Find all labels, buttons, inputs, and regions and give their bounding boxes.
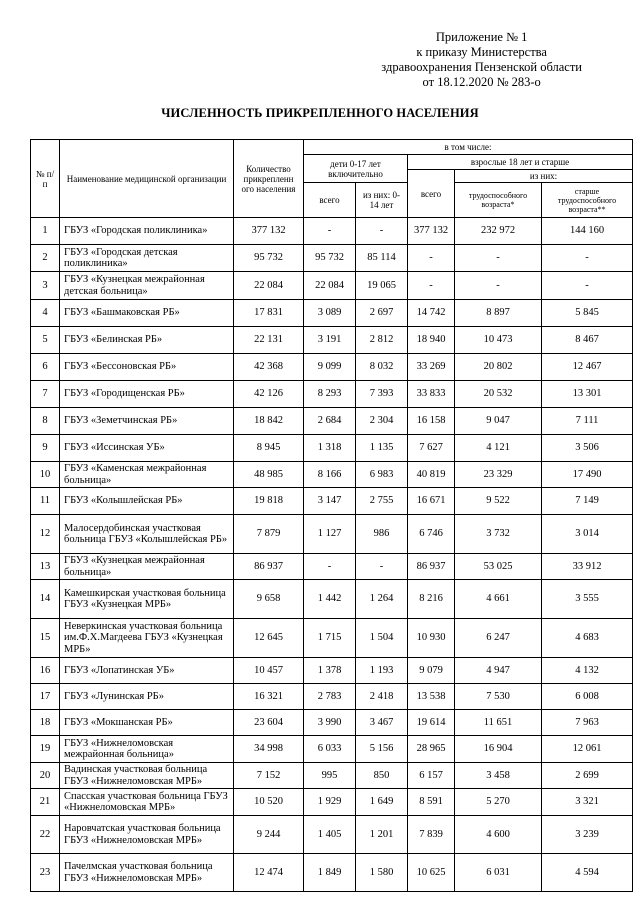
adults-working-age-cell: 4 947 — [455, 658, 542, 684]
children-total-cell: 1 849 — [304, 854, 356, 892]
adults-over-working-age-cell: - — [542, 272, 633, 300]
children-total-cell: - — [304, 554, 356, 580]
row-number-cell: 22 — [31, 816, 60, 854]
children-total-cell: 8 166 — [304, 462, 356, 488]
adults-working-age-cell: 16 904 — [455, 736, 542, 763]
children-0-14-cell: 1 504 — [356, 619, 408, 658]
children-0-14-cell: 3 467 — [356, 710, 408, 736]
adults-over-working-age-cell: 17 490 — [542, 462, 633, 488]
org-name-cell: ГБУЗ «Белинская РБ» — [60, 327, 234, 354]
adults-over-working-age-cell: 7 963 — [542, 710, 633, 736]
children-0-14-cell: 5 156 — [356, 736, 408, 763]
row-number-cell: 17 — [31, 684, 60, 710]
children-total-cell: 1 715 — [304, 619, 356, 658]
adults-over-working-age-cell: 3 014 — [542, 515, 633, 554]
header-children-0-14: из них: 0-14 лет — [356, 183, 408, 218]
row-number-cell: 16 — [31, 658, 60, 684]
adults-working-age-cell: 232 972 — [455, 218, 542, 245]
header-children-all: всего — [304, 183, 356, 218]
adults-total-cell: 16 158 — [408, 408, 455, 435]
org-name-cell: ГБУЗ «Кузнецкая межрайонная детская больница» — [60, 272, 234, 300]
row-number-cell: 4 — [31, 300, 60, 327]
adults-working-age-cell: 3 458 — [455, 763, 542, 789]
table-row — [31, 435, 633, 462]
adults-over-working-age-cell: 7 149 — [542, 488, 633, 515]
adults-working-age-cell: 6 247 — [455, 619, 542, 658]
total-population-cell: 12 474 — [234, 854, 304, 892]
adults-over-working-age-cell: 4 683 — [542, 619, 633, 658]
children-0-14-cell: 6 983 — [356, 462, 408, 488]
children-total-cell: 9 099 — [304, 354, 356, 381]
total-population-cell: 9 658 — [234, 580, 304, 619]
table-row — [31, 272, 633, 300]
table-row — [31, 515, 633, 554]
children-0-14-cell: 1 135 — [356, 435, 408, 462]
header-children-group: дети 0-17 лет включительно — [304, 155, 408, 183]
total-population-cell: 19 818 — [234, 488, 304, 515]
org-name-cell: Вадинская участковая больница ГБУЗ «Нижнеломовская МРБ» — [60, 763, 234, 789]
total-population-cell: 10 457 — [234, 658, 304, 684]
adults-working-age-cell: 5 270 — [455, 789, 542, 816]
total-population-cell: 377 132 — [234, 218, 304, 245]
children-total-cell: 1 929 — [304, 789, 356, 816]
children-0-14-cell: - — [356, 218, 408, 245]
org-name-cell: Камешкирская участковая больница ГБУЗ «Кузнецкая МРБ» — [60, 580, 234, 619]
children-total-cell: 95 732 — [304, 245, 356, 272]
table-row — [31, 854, 633, 892]
row-number-cell: 9 — [31, 435, 60, 462]
table-row — [31, 619, 633, 658]
adults-total-cell: 10 930 — [408, 619, 455, 658]
table-row — [31, 218, 633, 245]
org-name-cell: ГБУЗ «Городская детская поликлиника» — [60, 245, 234, 272]
children-total-cell: 995 — [304, 763, 356, 789]
adults-total-cell: 18 940 — [408, 327, 455, 354]
adults-working-age-cell: 8 897 — [455, 300, 542, 327]
adults-working-age-cell: - — [455, 272, 542, 300]
adults-total-cell: 7 627 — [408, 435, 455, 462]
total-population-cell: 42 368 — [234, 354, 304, 381]
appendix-line-1: Приложение № 1 — [435, 30, 528, 44]
children-total-cell: - — [304, 218, 356, 245]
header-num: № п/п — [31, 140, 60, 218]
table-row — [31, 684, 633, 710]
children-0-14-cell: 8 032 — [356, 354, 408, 381]
adults-working-age-cell: 11 651 — [455, 710, 542, 736]
org-name-cell: ГБУЗ «Городская поликлиника» — [60, 218, 234, 245]
adults-total-cell: 8 591 — [408, 789, 455, 816]
total-population-cell: 7 152 — [234, 763, 304, 789]
adults-working-age-cell: 23 329 — [455, 462, 542, 488]
adults-total-cell: 7 839 — [408, 816, 455, 854]
row-number-cell: 2 — [31, 245, 60, 272]
total-population-cell: 42 126 — [234, 381, 304, 408]
adults-over-working-age-cell: 2 699 — [542, 763, 633, 789]
row-number-cell: 19 — [31, 736, 60, 763]
row-number-cell: 6 — [31, 354, 60, 381]
children-0-14-cell: 2 304 — [356, 408, 408, 435]
adults-over-working-age-cell: 4 594 — [542, 854, 633, 892]
children-total-cell: 1 442 — [304, 580, 356, 619]
appendix-line-4: от 18.12.2020 № 283-о — [422, 75, 541, 89]
children-total-cell: 3 089 — [304, 300, 356, 327]
row-number-cell: 10 — [31, 462, 60, 488]
children-total-cell: 22 084 — [304, 272, 356, 300]
adults-total-cell: 8 216 — [408, 580, 455, 619]
adults-total-cell: 19 614 — [408, 710, 455, 736]
adults-total-cell: - — [408, 245, 455, 272]
children-total-cell: 3 147 — [304, 488, 356, 515]
row-number-cell: 5 — [31, 327, 60, 354]
total-population-cell: 86 937 — [234, 554, 304, 580]
adults-over-working-age-cell: 5 845 — [542, 300, 633, 327]
org-name-cell: ГБУЗ «Нижнеломовская межрайонная больница» — [60, 736, 234, 763]
total-population-cell: 23 604 — [234, 710, 304, 736]
adults-working-age-cell: 3 732 — [455, 515, 542, 554]
adults-over-working-age-cell: 12 061 — [542, 736, 633, 763]
children-total-cell: 1 378 — [304, 658, 356, 684]
org-name-cell: Наровчатская участковая больница ГБУЗ «Нижнеломовская МРБ» — [60, 816, 234, 854]
adults-total-cell: 9 079 — [408, 658, 455, 684]
header-working-age: трудоспособного возраста* — [455, 183, 542, 218]
children-total-cell: 1 405 — [304, 816, 356, 854]
table-row — [31, 354, 633, 381]
row-number-cell: 13 — [31, 554, 60, 580]
header-over-working-age: старше трудоспособного возраста** — [542, 183, 633, 218]
table-row — [31, 763, 633, 789]
adults-over-working-age-cell: 144 160 — [542, 218, 633, 245]
row-number-cell: 21 — [31, 789, 60, 816]
adults-total-cell: 28 965 — [408, 736, 455, 763]
children-total-cell: 1 127 — [304, 515, 356, 554]
row-number-cell: 3 — [31, 272, 60, 300]
children-total-cell: 3 990 — [304, 710, 356, 736]
total-population-cell: 7 879 — [234, 515, 304, 554]
adults-total-cell: 40 819 — [408, 462, 455, 488]
row-number-cell: 7 — [31, 381, 60, 408]
adults-over-working-age-cell: - — [542, 245, 633, 272]
total-population-cell: 17 831 — [234, 300, 304, 327]
total-population-cell: 18 842 — [234, 408, 304, 435]
adults-working-age-cell: 20 802 — [455, 354, 542, 381]
children-0-14-cell: 986 — [356, 515, 408, 554]
org-name-cell: ГБУЗ «Мокшанская РБ» — [60, 710, 234, 736]
children-total-cell: 2 783 — [304, 684, 356, 710]
adults-working-age-cell: 53 025 — [455, 554, 542, 580]
table-row — [31, 327, 633, 354]
table-row — [31, 488, 633, 515]
header-adults-all: всего — [408, 170, 455, 218]
table-row — [31, 554, 633, 580]
adults-total-cell: 13 538 — [408, 684, 455, 710]
total-population-cell: 10 520 — [234, 789, 304, 816]
org-name-cell: ГБУЗ «Иссинская УБ» — [60, 435, 234, 462]
children-total-cell: 3 191 — [304, 327, 356, 354]
org-name-cell: ГБУЗ «Бессоновская РБ» — [60, 354, 234, 381]
org-name-cell: ГБУЗ «Земетчинская РБ» — [60, 408, 234, 435]
row-number-cell: 15 — [31, 619, 60, 658]
children-total-cell: 2 684 — [304, 408, 356, 435]
table-row — [31, 245, 633, 272]
children-total-cell: 1 318 — [304, 435, 356, 462]
children-0-14-cell: 7 393 — [356, 381, 408, 408]
appendix-block — [381, 30, 582, 90]
org-name-cell: Спасская участковая больница ГБУЗ «Нижнеломовская МРБ» — [60, 789, 234, 816]
row-number-cell: 23 — [31, 854, 60, 892]
row-number-cell: 14 — [31, 580, 60, 619]
children-0-14-cell: - — [356, 554, 408, 580]
org-name-cell: ГБУЗ «Башмаковская РБ» — [60, 300, 234, 327]
total-population-cell: 12 645 — [234, 619, 304, 658]
header-including: в том числе: — [304, 140, 633, 155]
children-0-14-cell: 1 580 — [356, 854, 408, 892]
adults-over-working-age-cell: 12 467 — [542, 354, 633, 381]
adults-total-cell: 14 742 — [408, 300, 455, 327]
children-0-14-cell: 2 697 — [356, 300, 408, 327]
header-adults-group: взрослые 18 лет и старше — [408, 155, 633, 170]
table-row — [31, 789, 633, 816]
total-population-cell: 22 131 — [234, 327, 304, 354]
total-population-cell: 8 945 — [234, 435, 304, 462]
adults-working-age-cell: 9 047 — [455, 408, 542, 435]
adults-total-cell: 377 132 — [408, 218, 455, 245]
adults-working-age-cell: 10 473 — [455, 327, 542, 354]
total-population-cell: 48 985 — [234, 462, 304, 488]
total-population-cell: 34 998 — [234, 736, 304, 763]
children-0-14-cell: 850 — [356, 763, 408, 789]
adults-over-working-age-cell: 7 111 — [542, 408, 633, 435]
adults-over-working-age-cell: 3 239 — [542, 816, 633, 854]
adults-working-age-cell: - — [455, 245, 542, 272]
adults-working-age-cell: 4 600 — [455, 816, 542, 854]
total-population-cell: 95 732 — [234, 245, 304, 272]
org-name-cell: Неверкинская участковая больница им.Ф.Х.Магдеева ГБУЗ «Кузнецкая МРБ» — [60, 619, 234, 658]
total-population-cell: 16 321 — [234, 684, 304, 710]
org-name-cell: ГБУЗ «Колышлейская РБ» — [60, 488, 234, 515]
adults-total-cell: 6 746 — [408, 515, 455, 554]
adults-over-working-age-cell: 13 301 — [542, 381, 633, 408]
row-number-cell: 11 — [31, 488, 60, 515]
total-population-cell: 22 084 — [234, 272, 304, 300]
table-row — [31, 300, 633, 327]
children-0-14-cell: 2 418 — [356, 684, 408, 710]
children-0-14-cell: 2 755 — [356, 488, 408, 515]
org-name-cell: ГБУЗ «Лунинская РБ» — [60, 684, 234, 710]
row-number-cell: 8 — [31, 408, 60, 435]
adults-over-working-age-cell: 33 912 — [542, 554, 633, 580]
children-0-14-cell: 85 114 — [356, 245, 408, 272]
document-title: ЧИСЛЕННОСТЬ ПРИКРЕПЛЕННОГО НАСЕЛЕНИЯ — [161, 106, 479, 120]
adults-over-working-age-cell: 4 132 — [542, 658, 633, 684]
row-number-cell: 1 — [31, 218, 60, 245]
adults-over-working-age-cell: 3 555 — [542, 580, 633, 619]
children-0-14-cell: 1 193 — [356, 658, 408, 684]
org-name-cell: ГБУЗ «Кузнецкая межрайонная больница» — [60, 554, 234, 580]
adults-over-working-age-cell: 6 008 — [542, 684, 633, 710]
row-number-cell: 18 — [31, 710, 60, 736]
adults-total-cell: 16 671 — [408, 488, 455, 515]
table-row — [31, 736, 633, 763]
org-name-cell: ГБУЗ «Городищенская РБ» — [60, 381, 234, 408]
header-total: Количество прикрепленн ого населения — [234, 140, 304, 218]
adults-total-cell: 6 157 — [408, 763, 455, 789]
adults-working-age-cell: 6 031 — [455, 854, 542, 892]
appendix-line-3: здравоохранения Пензенской области — [381, 60, 582, 74]
adults-working-age-cell: 4 661 — [455, 580, 542, 619]
children-0-14-cell: 19 065 — [356, 272, 408, 300]
org-name-cell: Пачелмская участковая больница ГБУЗ «Нижнеломовская МРБ» — [60, 854, 234, 892]
table-body — [31, 218, 633, 892]
adults-total-cell: 33 833 — [408, 381, 455, 408]
table-row — [31, 658, 633, 684]
children-0-14-cell: 2 812 — [356, 327, 408, 354]
row-number-cell: 12 — [31, 515, 60, 554]
adults-working-age-cell: 4 121 — [455, 435, 542, 462]
adults-total-cell: 86 937 — [408, 554, 455, 580]
table-row — [31, 816, 633, 854]
adults-total-cell: 10 625 — [408, 854, 455, 892]
adults-over-working-age-cell: 8 467 — [542, 327, 633, 354]
org-name-cell: ГБУЗ «Каменская межрайонная больница» — [60, 462, 234, 488]
children-0-14-cell: 1 201 — [356, 816, 408, 854]
table-header — [31, 140, 633, 218]
table-row — [31, 710, 633, 736]
table-row — [31, 580, 633, 619]
children-0-14-cell: 1 649 — [356, 789, 408, 816]
table-row — [31, 408, 633, 435]
adults-over-working-age-cell: 3 506 — [542, 435, 633, 462]
adults-working-age-cell: 9 522 — [455, 488, 542, 515]
row-number-cell: 20 — [31, 763, 60, 789]
appendix-line-2: к приказу Министерства — [416, 45, 547, 59]
total-population-cell: 9 244 — [234, 816, 304, 854]
header-of-which: из них: — [455, 170, 633, 183]
adults-working-age-cell: 7 530 — [455, 684, 542, 710]
org-name-cell: Малосердобинская участковая больница ГБУЗ «Колышлейская РБ» — [60, 515, 234, 554]
header-name: Наименование медицинской организации — [60, 140, 234, 218]
table-row — [31, 381, 633, 408]
children-0-14-cell: 1 264 — [356, 580, 408, 619]
children-total-cell: 8 293 — [304, 381, 356, 408]
population-table — [30, 139, 633, 892]
table-row — [31, 462, 633, 488]
adults-total-cell: 33 269 — [408, 354, 455, 381]
org-name-cell: ГБУЗ «Лопатинская УБ» — [60, 658, 234, 684]
adults-working-age-cell: 20 532 — [455, 381, 542, 408]
adults-over-working-age-cell: 3 321 — [542, 789, 633, 816]
children-total-cell: 6 033 — [304, 736, 356, 763]
adults-total-cell: - — [408, 272, 455, 300]
